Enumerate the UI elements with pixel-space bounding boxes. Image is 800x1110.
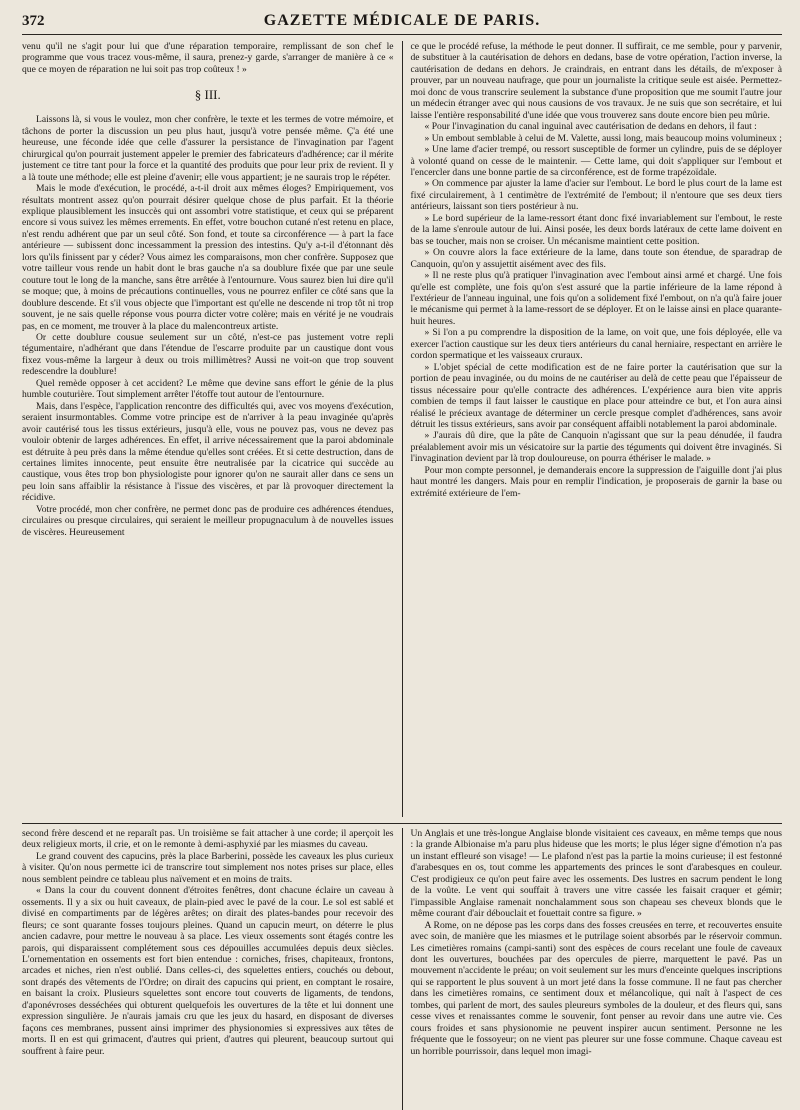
feuilleton-divider (22, 823, 782, 824)
section-heading: § III. (194, 87, 221, 103)
paragraph: Un Anglais et une très-longue Anglaise blonde visitaient ces caveaux, en même temps que nous : la grande Albionaise m'a paru plus hideuse que les morts; le plus léger signe d'émotion n'a pas un instant effleuré son visage! — Le plafond n'est pas la partie la moins curieuse; il est festonné d'arabesques en os, tout comme les appartements des princes le sont d'arabesques en couleur. C'est prodigieux ce qu'on peut faire avec les ossements. Des lustres en sacrum pendent le long de la voûte. Le vent qui souffait à travers une vitre cassée les faisait craquer et gémir; l'impassible Anglaise ramenait nonchalamment sous son chapeau ses cheveux blonds que le même courant d'air débouclait et fouettait contre sa figure. » (410, 828, 782, 920)
page-header (22, 12, 782, 35)
paragraph: Le grand couvent des capucins, près la place Barberini, possède les caveaux les plus curieux à visiter. Qu'on nous permette ici de transcrire tout simplement nos notes prises sur place, elles nous semblent peindre ce tableau plus naïvement et en moins de traits. (22, 850, 394, 885)
paragraph: Pour mon compte personnel, je demanderais encore la suppression de l'aiguille dont j'ai plus haut montré les dangers. Mais pour en remplir l'indication, je proposerais de garnir la base ou extrémité extérieure de l'em- (410, 464, 782, 499)
paragraph: Laissons là, si vous le voulez, mon cher confrère, le texte et les termes de votre mémoire, et tâchons de porter la discussion un peu plus haut, jusqu'à votre pensée même. Ç'a été une heureuse, une féconde idée que celle d'assurer la persistance de l'invagination par l'agent chirurgical qu'on pourrait justement appeler le premier des fabricateurs d'adhérence; car il mérite justement ce titre tant pour la force et la quantité des produits que pour leur prix de revient. Il y a là toute une méthode; elle est pleine d'avenir; elle vous appartient; je ne saurais trop le répéter. (22, 114, 394, 183)
paragraph: » On commence par ajuster la lame d'acier sur l'embout. Le bord le plus court de la lame est fixé circulairement, à 1 centimètre de l'extrémité de l'embout; il n'entoure que ses deux tiers antérieurs, laissant son tiers postérieur à nu. (410, 178, 782, 213)
paragraph: Or cette doublure cousue seulement sur un côté, n'est-ce pas justement votre repli tégumentaire, n'adhérant que dans l'étendue de l'escarre produite par un caustique dont vous fixez vous-même la largeur à deux ou trois millimètres? Aussi ne voit-on que trop souvent redescendre la doublure! (22, 331, 394, 378)
paragraph: » Le bord supérieur de la lame-ressort étant donc fixé invariablement sur l'embout, le reste de la lame s'enroule autour de lui. Ainsi posée, les deux bords latéraux de cette lame doivent en bas se toucher, mais non se croiser. Un mécanisme maintient cette position. (410, 212, 782, 247)
paragraph: » Un embout semblable à celui de M. Valette, aussi long, mais beaucoup moins volumineux ; (424, 132, 782, 144)
paragraph: A Rome, on ne dépose pas les corps dans des fosses creusées en terre, et recouvertes ensuite avec soin, de manière que les miasmes et le putrilage soient absorbés par le réservoir commun. Les cimetières romains (campi-santi) sont des espèces de cours recelant une foule de caveaux dont les ouvertures, bouchées par des opercules de pierre, marquettent le pavé. Pas un mouvement n'accidente le préau; on voit seulement sur les murs d'enceinte quelques inscriptions qui se rapportent le plus souvent à un mort jeté dans la fosse commune. Il ne faut pas chercher dans les cimetières romains, ce sentiment doux et mélancolique, qui naît à l'aspect de ces tombes, qui parlent de mort, des saules pleureurs symboles de la douleur, et des fleurs qui, sans cesse vives et renaissantes comme le souvenir, font penser au revoir dans une autre vie. Ces cours froides et sans physionomie ne peuvent inspirer aucun sentiment. Personne ne les fréquente que le fossoyeur; on ne vient pas pleurer sur une fosse commune. Chaque caveau est un horrible pourrissoir, dans lequel mon imagi- (410, 919, 782, 1057)
paragraph: Votre procédé, mon cher confrère, ne permet donc pas de produire ces adhérences étendues, circulaires ou presque circulaires, qui seraient le meilleur propugnaculum à de nouvelles issues de viscères. Heureusement (22, 503, 394, 538)
journal-title: GAZETTE MÉDICALE DE PARIS. (263, 12, 541, 29)
paragraph: » Si l'on a pu comprendre la disposition de la lame, on voit que, une fois déployée, elle va exercer l'action caustique sur les deux tiers antérieurs du canal herniaire, respectant en arrière le cordon spermatique et les vaisseaux cruraux. (410, 327, 782, 362)
paragraph: Mais, dans l'espèce, l'application rencontre des difficultés qui, avec vos moyens d'exécution, seraient insurmontables. Comme votre principe est de n'arriver à la peau invaginée qu'après avoir cautérisé tous les tissus extérieurs, jusqu'à elle, vous ne pouvez pas, vous ne devez pas vouloir obtenir de larges adhérences. En effet, il arrive nécessairement que la paroi abdominale est détruite à peu près dans la même étendue qu'elles sont créées. Et si cette destruction, dans de certaines limites innocente, peut ensuite être neutralisée par la cicatrice qui succède au caustique, vous êtes trop bon physiologiste pour ignorer qu'on ne saurait aller dans ce sens un peu loin sans affaiblir la résistance à l'issue des viscères, et par là provoquer directement la récidive. (22, 400, 394, 504)
lower-right-column (403, 828, 783, 1110)
paragraph: venu qu'il ne s'agit pour lui que d'une réparation temporaire, remplissant de son chef le programme que vous tracez vous-même, il saura, prenez-y garde, s'arranger de manière à ce « que ce moyen de réparation ne lui soit pas trop coûteux ! » (22, 41, 394, 75)
paragraph: « Pour l'invagination du canal inguinal avec cautérisation de dedans en dehors, il faut : (424, 121, 757, 133)
page-number: 372 (22, 13, 45, 29)
paragraph: » L'objet spécial de cette modification est de ne faire porter la cautérisation que sur la portion de peau invaginée, ou du moins de ne cautériser au delà de cette peau que l'épaisseur de tissus nécessaire pour qu'elle contracte des adhérences. L'expérience aura bien vite appris combien de temps il faut laisser le caustique en place pour atteindre ce but, et l'on aura ainsi réalisé le précieux avantage de déterminer un cercle presque complet d'adhérences, sans avoir détruit les tissus extérieurs, sans avoir par conséquent affaibli notablement la paroi abdominale. (410, 361, 782, 430)
paragraph: » J'aurais dû dire, que la pâte de Canquoin n'agissant que sur la peau dénudée, il faudra préalablement avoir mis un vésicatoire sur la partie des téguments qui doivent être invaginés. Si l'invagination devient par là trop douloureuse, on pourra éthériser le malade. » (410, 430, 782, 465)
upper-left-column (22, 41, 402, 817)
paragraph: second frère descend et ne reparaît pas. Un troisième se fait attacher à une corde; il aperçoit les deux religieux morts, il crie, et on le remonte à demi-asphyxié par les miasmes du caveau. (22, 828, 394, 851)
paragraph: » Il ne reste plus qu'à pratiquer l'invagination avec l'embout ainsi armé et chargé. Une fois qu'elle est complète, une fois qu'on s'est assuré que la partie inférieure de la lame répond à l'extérieur de l'anneau inguinal, une fois qu'on a solidement fixé l'embout, on n'a qu'à faire jouer le mécanisme qui permet à la lame-ressort de se déployer. Et on le laisse ainsi en place quarante-huit heures. (410, 270, 782, 327)
feuilleton (22, 828, 782, 1110)
paragraph: » Une lame d'acier trempé, ou ressort susceptible de former un cylindre, puis de se déployer à volonté quand on cesse de le maintenir. — Cette lame, qui doit s'appliquer sur l'embout et l'encercler dans une bonne partie de sa circonférence, est de forme trapézoïdale. (410, 144, 782, 178)
paragraph: Quel remède opposer à cet accident? Le même que devine sans effort le génie de la plus humble couturière. Tout simplement arrêter l'étoffe tout autour de l'entournure. (22, 377, 394, 401)
paragraph: Mais le mode d'exécution, le procédé, a-t-il droit aux mêmes éloges? Empiriquement, vos résultats montrent assez qu'on pourrait désirer quelque chose de plus parfait. Et la théorie explique plausiblement les insuccès qui ont assombri votre statistique, et ceux qui se préparent encore si vous suivez les mêmes errements. En effet, votre bouchon cutané n'est retenu en place, n'est rendu adhérent que par un seul côté. Son fond, et toute sa circonférence — à part la face antérieure — subissent donc incessamment la pression des intestins. Qu'y a-t-il d'étonnant dès lors qu'ils finissent par y céder? Vous aimez les comparaisons, mon cher confrère. Supposez que votre tailleur vous rende un habit dont le bras gauche n'a sa doublure fixée que par une seule couture tout le long de la manche, sans être arrêtée à l'entournure. Vous saurez bien lui dire qu'il se moque; que, à moins de précautions continuelles, vous ne pourrez enfiler ce côté sans que la doublure descende. Et s'il vous objecte que l'important est qu'elle ne descende ni trop tôt ni trop souvent, je ne sais quelle réponse vous pourra dicter votre colère; mais en vérité je ne voudrais pas, en ce moment, me trouver à la place du malencontreux artiste. (22, 183, 394, 332)
paragraph: » On couvre alors la face extérieure de la lame, dans toute son étendue, de sparadrap de Canquoin, qu'on y assujettit aisément avec des fils. (410, 247, 782, 270)
upper-right-column (403, 41, 783, 817)
lower-left-column (22, 828, 402, 1110)
upper-article (22, 41, 782, 817)
paragraph: ce que le procédé refuse, la méthode le peut donner. Il suffirait, ce me semble, pour y parvenir, de substituer à la cautérisation de dehors en dedans, base de votre opération, l'action inverse, la cautérisation de dedans en dehors. Je craindrais, en entrant dans les détails, de m'exposer à prouver, par un nouveau naufrage, que pour un journaliste la critique seule est aisée. Permettez-moi donc de vous transcrire seulement la substance d'une proposition que me soumit l'autre jour un médecin étranger avec qui nous causions de vos travaux. Je ne suis que son secrétaire, et lui laisse l'entière responsabilité d'une idée que vous trouverez sans doute encore bien peu mûrie. (410, 41, 782, 121)
paragraph: « Dans la cour du couvent donnent d'étroites fenêtres, dont chacune éclaire un caveau à ossements. Il y a six ou huit caveaux, de plain-pied avec le pavé de la cour. Le sol est sablé et divisé en compartiments par de légères arêtes; on dirait des plates-bandes pour recevoir des fleurs; ce sont quarante fosses toujours pleines. Quand un capucin meurt, on déterre le plus ancien cadavre, pour mettre le nouveau à sa place. Les vieux ossements sont étagés contre les parois, qui disparaissent complétement sous ces dépouilles accumulées depuis deux siècles. L'ornementation en ossements est fort bien entendue : corniches, frises, chapiteaux, frontons, arcades et niches, rien n'est oublié. Dans celles-ci, des squelettes entiers, couchés ou debout, sont drapés des vêtements de l'Ordre; on dirait des capucins qui prient, en comptant le rosaire, en baisant la croix. Plusieurs squelettes sont encore tout couverts de ligaments, de tendons, d'aponévroses desséchées qui obturent quelquefois les ouvertures de la tête et lui donnent une expression singulière. Je n'aurais jamais cru que les jeux du hasard, en disposant de diverses façons ces membranes, pussent ainsi imprimer des physionomies si expressives aux têtes de morts. Il en est qui grimacent, d'autres qui prient, d'autres qui pleurent, beaucoup surtout qui souffrent à faire peur. (22, 885, 394, 1057)
